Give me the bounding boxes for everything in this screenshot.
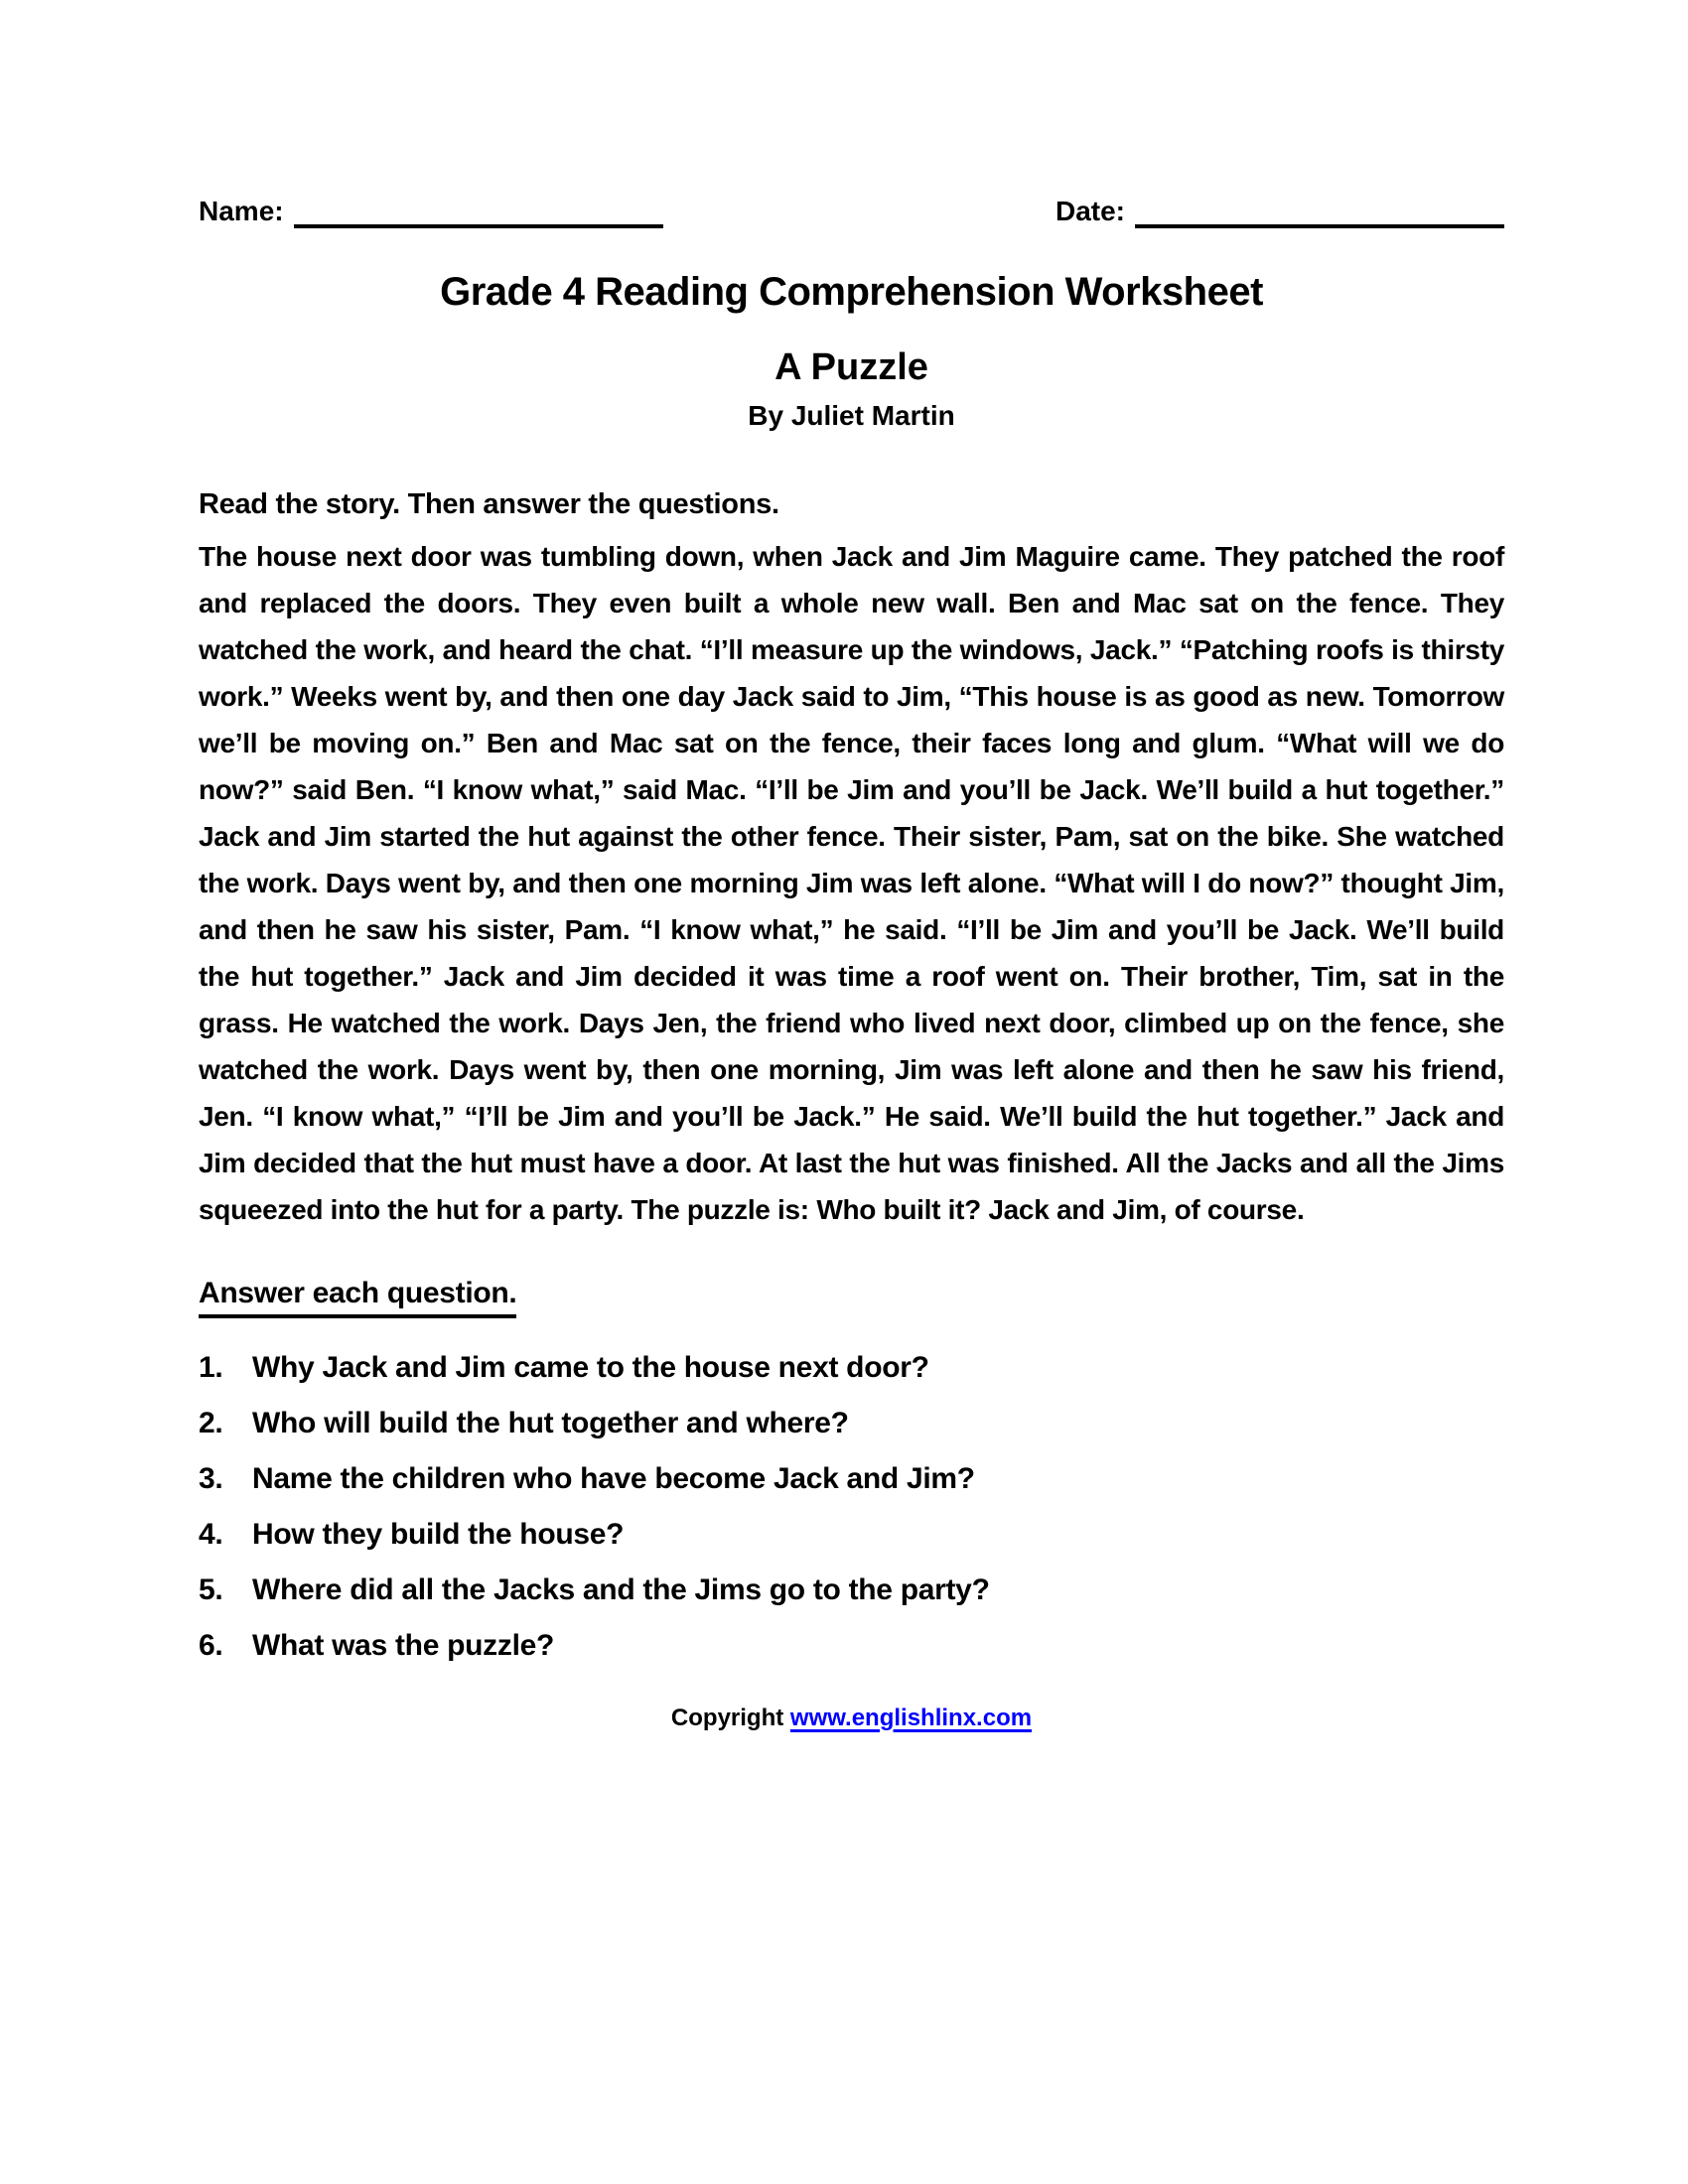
header — [199, 195, 1504, 228]
question-number: 4. — [199, 1517, 223, 1551]
question-text: What was the puzzle? — [252, 1628, 555, 1662]
story-byline: By Juliet Martin — [748, 399, 955, 431]
story-instruction: Read the story. Then answer the questions. — [199, 488, 779, 521]
question-text: Why Jack and Jim came to the house next door? — [252, 1350, 929, 1384]
name-field — [199, 195, 663, 228]
question-text: Name the children who have become Jack and Jim? — [252, 1461, 975, 1495]
question-text: How they build the house? — [252, 1517, 625, 1551]
footer — [199, 1703, 1504, 1733]
question-item — [199, 1344, 1504, 1391]
question-item — [199, 1511, 1504, 1558]
question-number: 3. — [199, 1461, 223, 1495]
name-blank-line — [294, 195, 663, 228]
copyright-label: Copyright — [670, 1704, 790, 1731]
story-body: The house next door was tumbling down, when Jack and Jim Maguire came. They patched the roof and replaced the doors. They even built a whole new wall. Ben and Mac sat on the fence. They watched the work, and heard the chat. “I’ll measure up the windows, Jack.” “Patching roofs is thirsty work.” Weeks went by, and then one day Jack said to Jim, “This house is as good as new. Tomorrow we’ll be moving on.” Ben and Mac sat on the fence, their faces long and glum. “What will we do now?” said Ben. “I know what,” said Mac. “I’ll be Jim and you’ll be Jack. We’ll build a hut together.” Jack and Jim started the hut against the other fence. Their sister, Pam, sat on the bike. She watched the work. Days went by, and then one morning Jim was left alone. “What will I do now?” thought Jim, and then he saw his sister, Pam. “I know what,” he said. “I’ll be Jim and you’ll be Jack. We’ll build the hut together.” Jack and Jim decided it was time a roof went on. Their brother, Tim, sat in the grass. He watched the work. Days Jen, the friend who lived next door, climbed up on the fence, she watched the work. Days went by, then one morning, Jim was left alone and then he saw his friend, Jen. “I know what,” “I’ll be Jim and you’ll be Jack.” He said. We’ll build the hut together.” Jack and Jim decided that the hut must have a door. At last the hut was finished. All the Jacks and all the Jims squeezed into the hut for a party. The puzzle is: Who built it? Jack and Jim, of course. — [199, 541, 1504, 1226]
answer-section-heading: Answer each question. — [199, 1277, 516, 1318]
question-item — [199, 1567, 1504, 1613]
worksheet-title: Grade 4 Reading Comprehension Worksheet — [440, 270, 1263, 314]
name-label: Name: — [199, 196, 284, 226]
question-number: 5. — [199, 1572, 223, 1606]
question-number: 2. — [199, 1406, 223, 1439]
date-label: Date: — [1055, 196, 1125, 226]
question-number: 1. — [199, 1350, 223, 1384]
question-item — [199, 1400, 1504, 1446]
question-item — [199, 1455, 1504, 1502]
question-list — [199, 1344, 1504, 1669]
date-field — [1055, 195, 1504, 228]
question-number: 6. — [199, 1628, 223, 1662]
question-item — [199, 1622, 1504, 1669]
question-text: Who will build the hut together and where? — [252, 1406, 849, 1439]
story-title: A Puzzle — [774, 346, 928, 388]
question-text: Where did all the Jacks and the Jims go to the party? — [252, 1572, 990, 1606]
date-blank-line — [1135, 195, 1504, 228]
englishlinx-link[interactable]: www.englishlinx.com — [789, 1704, 1033, 1731]
